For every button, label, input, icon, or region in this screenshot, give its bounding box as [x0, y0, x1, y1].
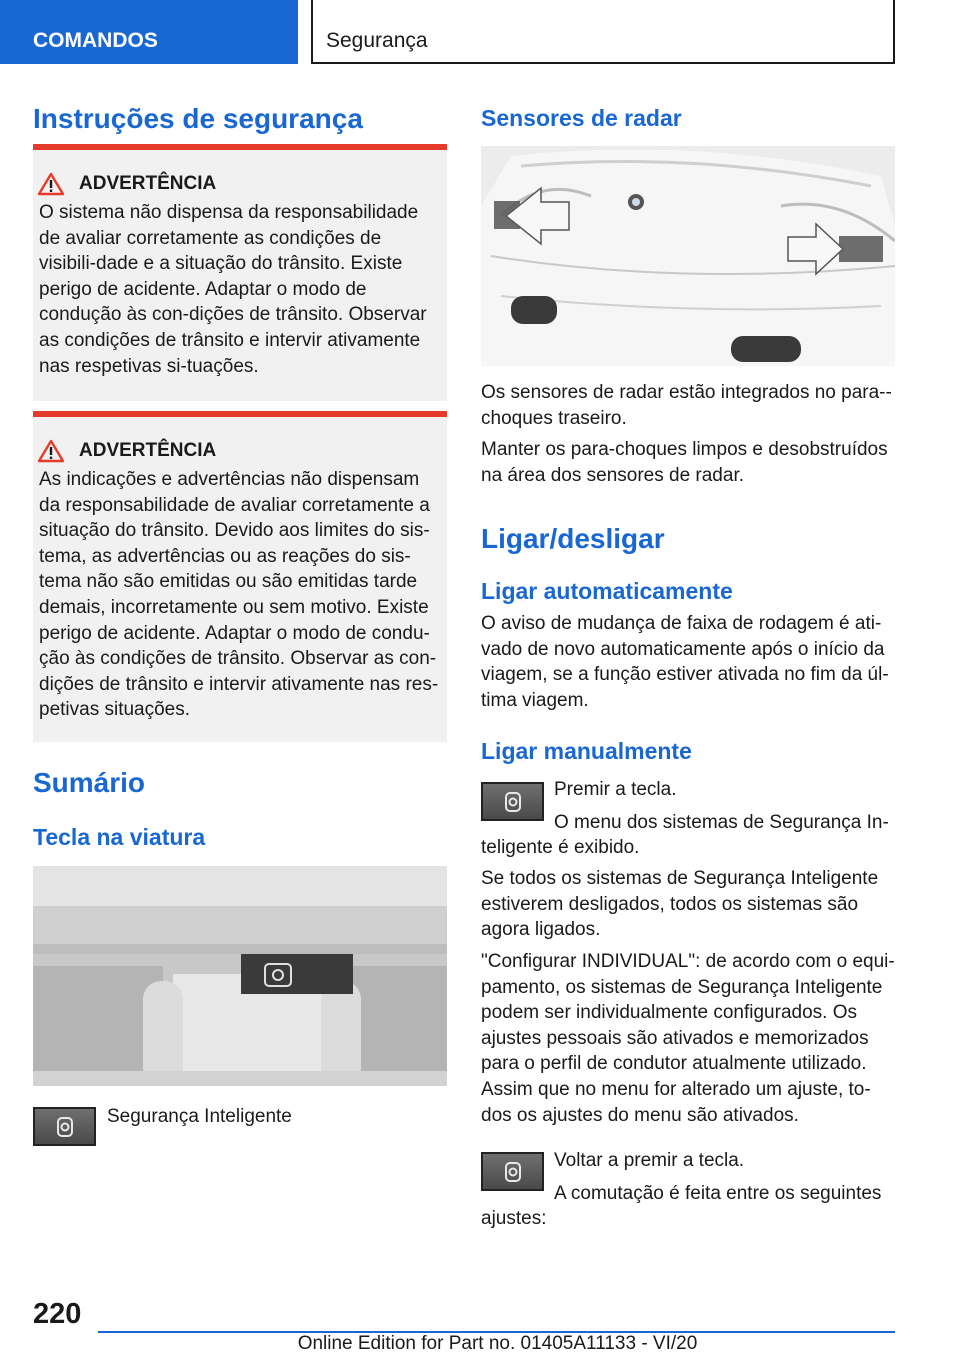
on-off-title: Ligar/desligar [481, 523, 665, 554]
radar-paragraph-1: Os sensores de radar estão integrados no para--choques traseiro. [481, 382, 892, 429]
summary-title: Sumário [33, 767, 146, 798]
auto-on-title: Ligar automaticamente [481, 578, 733, 604]
section-label: COMANDOS [33, 29, 158, 52]
section-tab [0, 0, 298, 64]
warning-triangle-icon [37, 172, 65, 196]
manual-on-title: Ligar manualmente [481, 738, 692, 764]
key-caption: Segurança Inteligente [107, 1106, 292, 1127]
individual-text: "Configurar INDIVIDUAL": de acordo com o equi-pamento, os sistemas de Segurança Inteligente podem ser individualmente configurados. Os ajustes pessoais são ativados e memorizados para o perfil de condutor atualmente utilizado. Assim que no menu for alterado um ajuste, to-dos os ajustes do menu são ativados. [481, 951, 895, 1126]
warning-triangle-icon [37, 439, 65, 463]
safety-key-icon [503, 791, 523, 813]
warning-box-1 [33, 144, 447, 401]
auto-on-text: O aviso de mudança de faixa de rodagem é ati-vado de novo automaticamente após o início da viagem, se a função estiver ativada no fim da úl-tima viagem. [481, 613, 889, 711]
rear-bumper-radar-photo [481, 146, 895, 366]
radar-sensors-title: Sensores de radar [481, 105, 682, 131]
warning-text-2: As indicações e advertências não dispensam da responsabilidade de avaliar corretamente a situação do trânsito. Devido aos limites do sis-tema, as advertências ou as reações do sis-tema não são emitidas ou são emitidas tarde demais, incorretamente ou sem motivo. Existe perigo de acidente. Adaptar o modo de condu-ção às condições de trânsito. Observar as con-dições de trânsito e intervir ativamente nas res-petivas situações. [39, 469, 439, 721]
chapter-tab [311, 0, 895, 64]
intelligent-safety-button-icon [481, 1152, 544, 1191]
toggle-text-2: ajustes: [481, 1208, 547, 1229]
warning-text-1: O sistema não dispensa da responsabilidade de avaliar corretamente as condições de visibili-dade e a situação do trânsito. Existe perigo de acidente. Adaptar o modo de condução às con-dições de trânsito. Observar as condições de trânsito e intervir ativamente nas respetivas si-tuações. [39, 202, 427, 377]
intelligent-safety-button-icon [481, 782, 544, 821]
toggle-text-1: A comutação é feita entre os seguintes [554, 1183, 882, 1204]
dashboard-key-photo [33, 866, 447, 1086]
press-key-text: Premir a tecla. [554, 779, 677, 800]
page-number: 220 [33, 1298, 82, 1330]
safety-key-icon [503, 1161, 523, 1183]
chapter-label: Segurança [326, 29, 428, 52]
press-again-text: Voltar a premir a tecla. [554, 1150, 745, 1171]
menu-shown-text-2: teligente é exibido. [481, 837, 640, 858]
all-off-text: Se todos os sistemas de Segurança Inteligente estiverem desligados, todos os sistemas são agora ligados. [481, 868, 879, 941]
safety-key-icon [55, 1116, 75, 1138]
safety-title: Instruções de segurança [33, 103, 363, 134]
key-in-vehicle-title: Tecla na viatura [33, 824, 206, 850]
warning-label-1: ADVERTÊNCIA [79, 173, 217, 194]
warning-header-1 [33, 150, 447, 196]
online-edition-note: Online Edition for Part no. 01405A11133 - VI/20 [297, 1333, 698, 1354]
radar-paragraph-2: Manter os para-choques limpos e desobstruídos na área dos sensores de radar. [481, 439, 888, 486]
intelligent-safety-button-icon [33, 1107, 96, 1146]
warning-header-2 [33, 417, 447, 463]
warning-label-2: ADVERTÊNCIA [79, 440, 217, 461]
warning-box-2 [33, 411, 447, 742]
menu-shown-text-1: O menu dos sistemas de Segurança In- [554, 812, 889, 833]
